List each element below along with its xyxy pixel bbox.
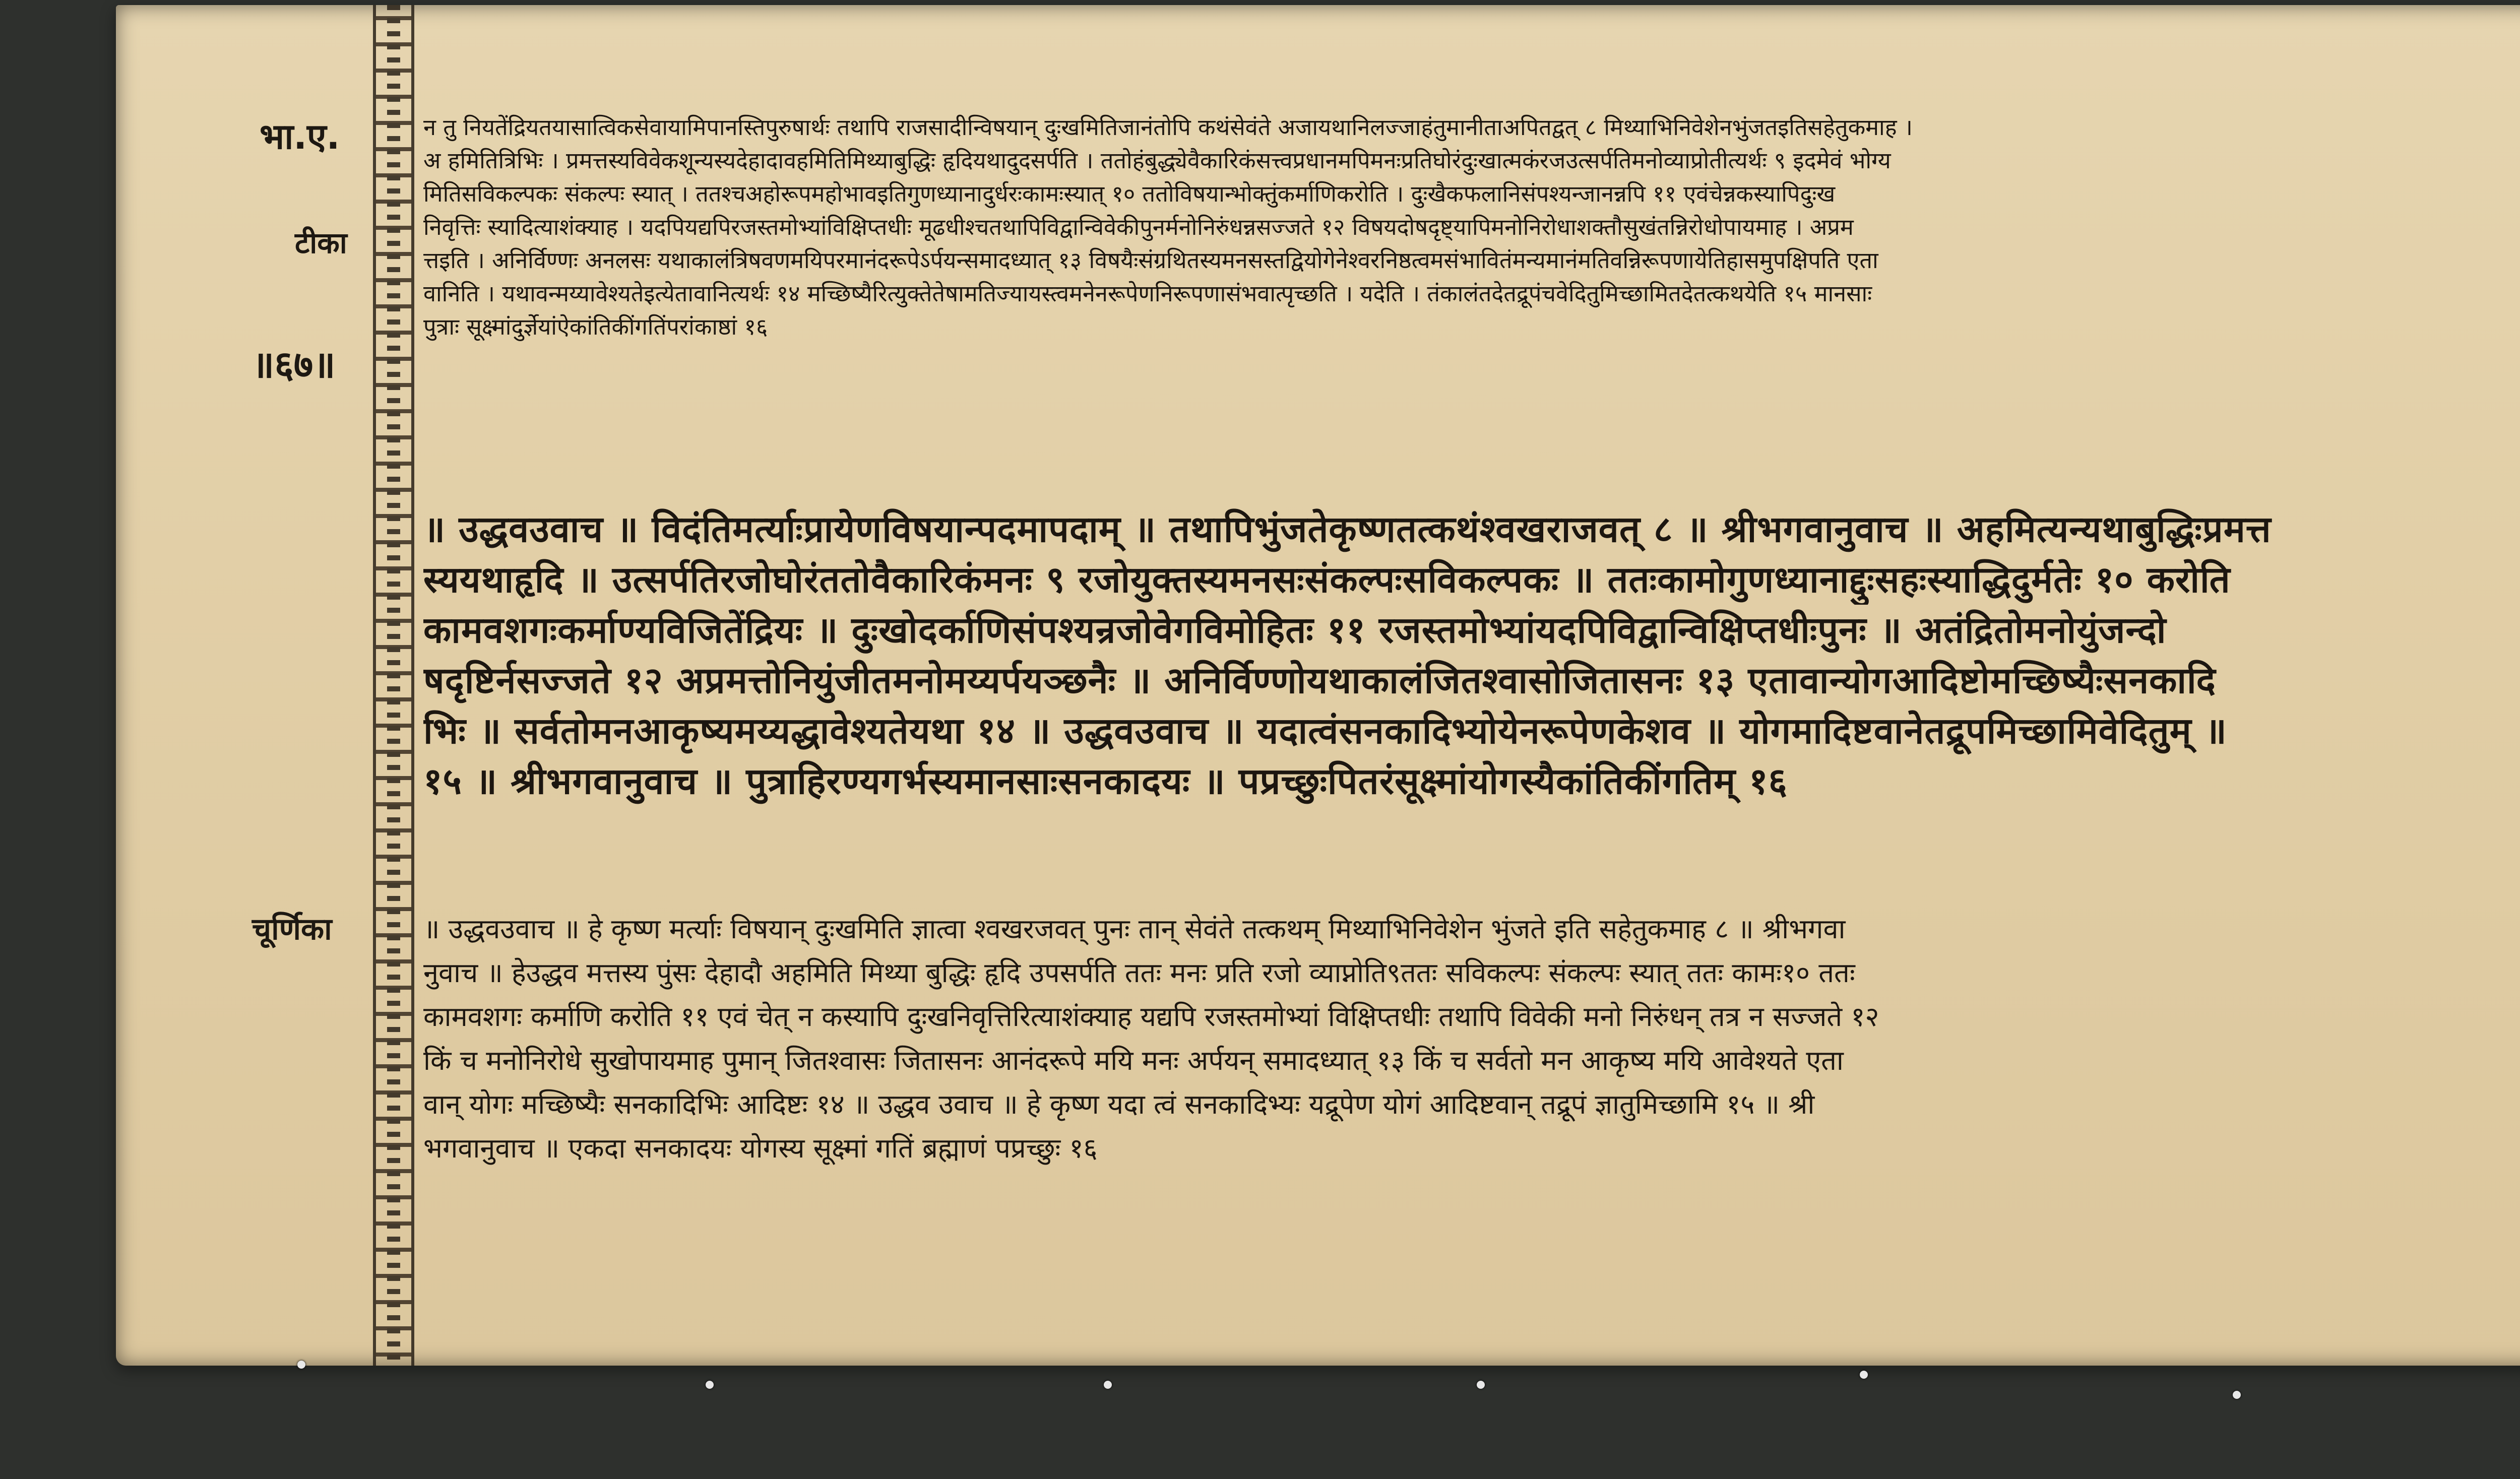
mounting-pin [1477,1381,1485,1389]
verse-line: कामवशगःकर्माण्यविजितेंद्रियः ॥ दुःखोदर्काणिसंपश्यन्रजोवेगविमोहितः ११ रजस्तमोभ्यांयदपिविद्वान्विक्षिप्तधीःपुनः ॥ अतंद्रितोमनोयुंजन्दो [423,609,2167,651]
verse-line: ॥ उद्धवउवाच ॥ विदंतिमर्त्याःप्रायेणविषयान्पदमापदाम् ॥ तथापिभुंजतेकृष्णतत्कथंश्वखराजवत् ८ ॥ श्रीभगवानुवाच ॥ अहमित्यन्यथाबुद्धिःप्रमत्त [423,508,2272,550]
margin-page-number-left: ॥६७॥ [252,343,336,387]
margin-top-label: भा.ए. [260,116,340,157]
churnika-line: ॥ उद्धवउवाच ॥ हे कृष्ण मर्त्याः विषयान् दुःखमिति ज्ञात्वा श्वखरजवत् पुनः तान् सेवंते तत्कथम् मिथ्याभिनिवेशेन भुंजते इति सहेतुकमाह ८ ॥ श्रीभगवा [423,913,1846,945]
margin-churnika-label: चूर्णिका [252,912,332,947]
mounting-pin [1104,1381,1112,1389]
verse-line: भिः ॥ सर्वतोमनआकृष्यमय्यद्धावेश्यतेयथा १४ ॥ उद्धवउवाच ॥ यदात्वंसनकादिभ्योयेनरूपेणकेशव ॥ योगमादिष्टवानेतद्रूपमिच्छामिवेदितुम् ॥ [423,710,2227,752]
churnika-line: किं च मनोनिरोधे सुखोपायमाह पुमान् जितश्वासः जितासनः आनंदरूपे मयि मनः अर्पयन् समादध्यात् १३ किं च सर्वतो मन आकृष्य मयि आवेश्यते एता [423,1045,1844,1076]
churnika-line: नुवाच ॥ हेउद्धव मत्तस्य पुंसः देहादौ अहमिति मिथ्या बुद्धिः हृदि उपसर्पति ततः मनः प्रति रजो व्याप्नोति९ततः सविकल्पः संकल्पः स्यात् ततः कामः१० ततः [423,957,1855,989]
mounting-pin [2233,1391,2241,1399]
tika-line: न तु नियतेंद्रियतयासात्विकसेवायामिपानस्तिपुरुषार्थः तथापि राजसादीन्विषयान् दुःखमितिजानंतोपि कथंसेवंते अजायथानिलज्जाहंतुमानीताअपितद्वत् ८ मिथ्याभिनिवेशेनभुंजतइतिसहेतुकमाह । [423,114,1913,141]
tika-line: मितिसविकल्पकः संकल्पः स्यात् । ततश्चअहोरूपमहोभावइतिगुणध्यानादुर्धरःकामःस्यात् १० ततोविषयान्भोक्तुंकर्माणिकरोति । दुःखैकफलानिसंपश्यन्जानन्नपि ११ एवंचेन्नकस्यापिदुःख [423,180,1836,207]
mounting-pin [1860,1371,1868,1379]
tika-line: निवृत्तिः स्यादित्याशंक्याह । यदपियद्यपिरजस्तमोभ्यांविक्षिप्तधीः मूढधीश्चतथापिविद्वान्विवेकीपुनर्मनोनिरुंधन्नसज्जते १२ विषयदोषदृष्ट्यापिमनोनिरोधाशक्तौसुखंतन्निरोधोपायमाह । अप्रम [423,214,1854,240]
tika-line: वानिति । यथावन्मय्यावेश्यतेइत्येतावानित्यर्थः १४ मच्छिष्यैरित्युक्तेतेषामतिज्यायस्त्वमनेनरूपेणनिरूपणासंभवात्पृच्छति । यदेति । तंकालंतदेतद्रूपंचवेदितुमिच्छामितदेतत्कथयेति १५ मानसाः [423,280,1872,307]
moola-verses [423,504,2520,806]
verse-line: १५ ॥ श्रीभगवानुवाच ॥ पुत्राहिरण्यगर्भस्यमानसाःसनकादयः ॥ पप्रच्छुःपितरंसूक्ष्मांयोगस्यैकांतिकींगतिम् १६ [423,760,1788,802]
mounting-pin [297,1361,305,1369]
tika-line: त्तइति । अनिर्विण्णः अनलसः यथाकालंत्रिषवणमयिपरमानंदरूपेऽर्पयन्समादध्यात् १३ विषयैःसंग्रथितस्यमनसस्तद्वियोगेनेश्वरनिष्ठत्वमसंभावितंमन्यमानंमतिवन्निरूपणायेतिहासमुपक्षिपति एता [423,247,1878,274]
churnika-line: कामवशगः कर्माणि करोति ११ एवं चेत् न कस्यापि दुःखनिवृत्तिरित्याशंक्याह यद्यपि रजस्तमोभ्यां विक्षिप्तधीः तथापि विवेकी मनो निरुंधन् तत्र न सज्जते १२ [423,1001,1879,1033]
churnika-prose [423,907,2520,1170]
left-ornamental-border [373,5,414,1366]
churnika-line: वान् योगः मच्छिष्यैः सनकादिभिः आदिष्टः १४ ॥ उद्धव उवाच ॥ हे कृष्ण यदा त्वं सनकादिभ्यः यद्रूपेण योगं आदिष्टवान् तद्रूपं ज्ञातुमिच्छामि १५ ॥ श्री [423,1088,1815,1120]
tika-line: पुत्राः सूक्ष्मांदुर्ज्ञेयांऐकांतिकींगतिंपरांकाष्ठां १६ [423,313,768,340]
mounting-pin [706,1381,714,1389]
churnika-line: भगवानुवाच ॥ एकदा सनकादयः योगस्य सूक्ष्मां गतिं ब्रह्माणं पप्रच्छुः १६ [423,1132,1098,1164]
verse-line: षदृष्टिर्नसज्जते १२ अप्रमत्तोनियुंजीतमनोमय्यर्पयञ्छनैः ॥ अनिर्विण्णोयथाकालंजितश्वासोजितासनः १३ एतावान्योगआदिष्टोमच्छिष्यैःसनकादि [423,659,2216,701]
manuscript-page [116,5,2520,1366]
margin-tika-label: टीका [295,226,347,260]
tika-line: अ हमितित्रिभिः । प्रमत्तस्यविवेकशून्यस्यदेहादावहमितिमिथ्याबुद्धिः हृदियथादुदसर्पति । ततोहंबुद्ध्येवैकारिकंसत्त्वप्रधानमपिमनःप्रतिघोरंदुःखात्मकंरजउत्सर्पतिमनोव्याप्रोतीत्यर्थः ९ इदमेवं भोग्य [423,147,1891,174]
tika-commentary [423,111,2520,344]
verse-line: स्ययथाहृदि ॥ उत्सर्पतिरजोघोरंततोवैकारिकंमनः ९ रजोयुक्तस्यमनसःसंकल्पःसविकल्पकः ॥ ततःकामोगुणध्यानाद्दुःसहःस्याद्धिदुर्मतेः १० करोति [423,558,2231,601]
